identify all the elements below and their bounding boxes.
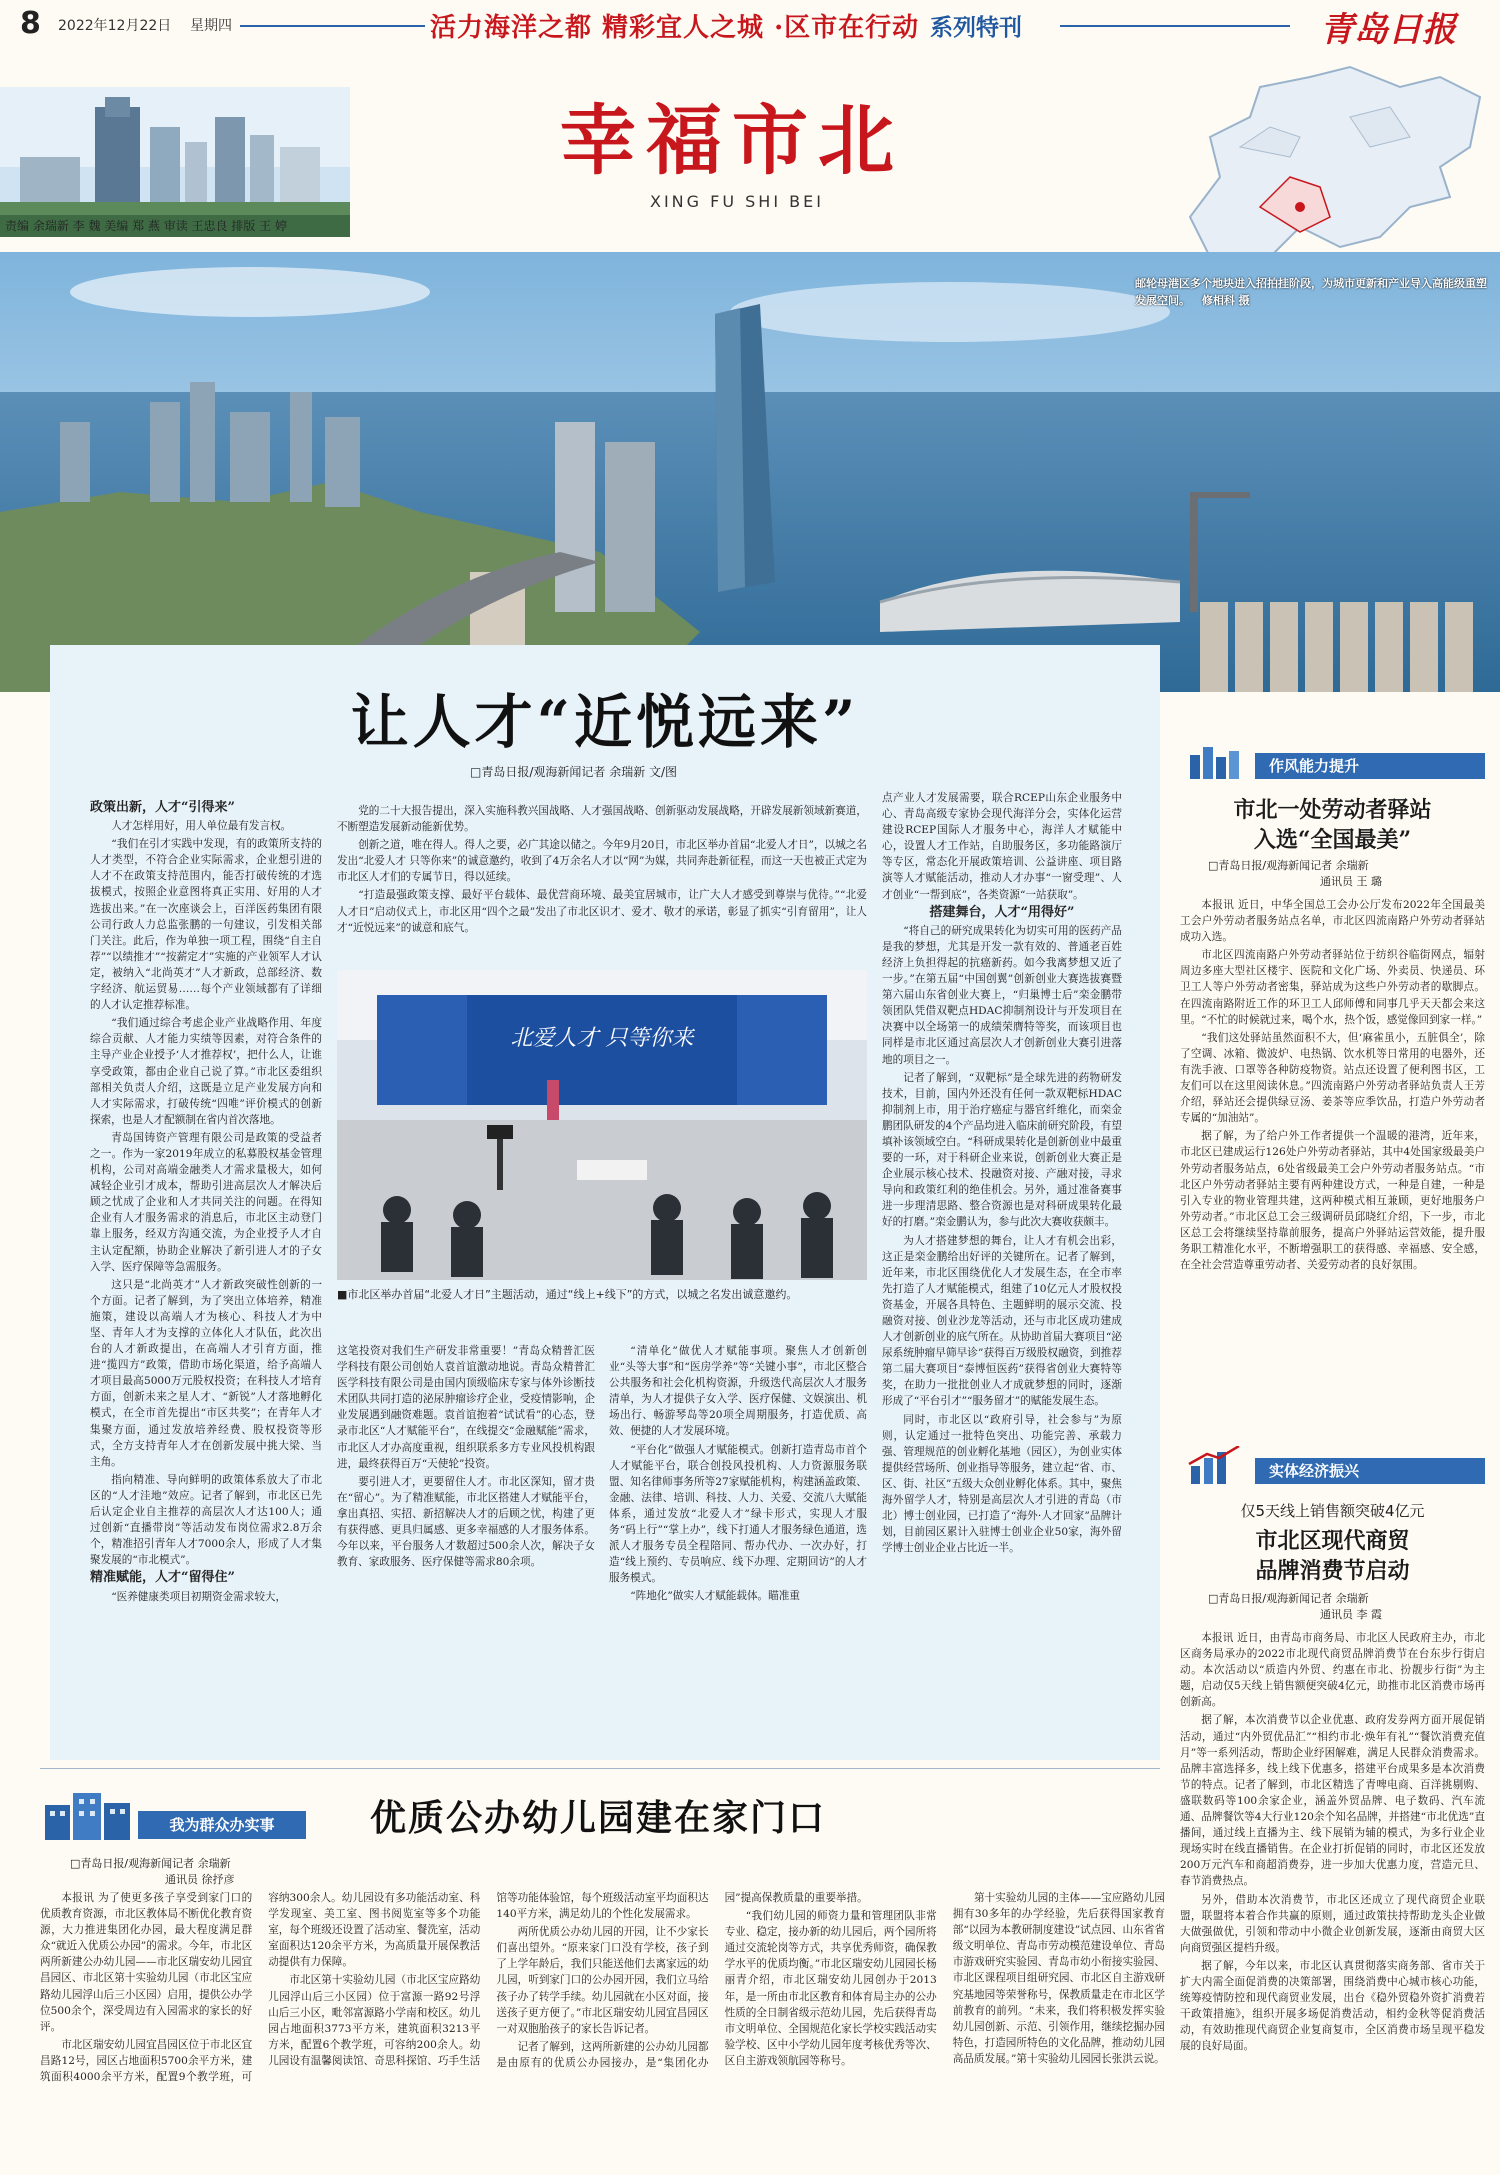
paragraph: “平台化”做强人才赋能模式。创新打造青岛市首个人才赋能平台，联合创投风投机构、人力资源服务联盟、知名律师事务所等27家赋能机构，构建涵盖政策、金融、法律、培训、科技、人力、关爱、交流八大赋能体系，通过发放“北爱人才”绿卡形式，实现人才服务“码上行”“掌上办”，线下打通人才服务绿色通道，选派人才服务专员全程陪同、帮办代办、一次办好，打造“线上预约、专员响应、线下办理、定期回访”的人才服务模式。 — [609, 1443, 867, 1585]
paragraph: 市北区四流南路户外劳动者驿站位于纺织谷临街网点，辐射周边多座大型社区楼宇、医院和文化广场、外卖员、快递员、环卫工人等户外劳动者密集，驿站成为这些户外劳动者的歇脚点。在四流南路附近工作的环卫工人邱师傅和同事几乎天天都会来这里。“不忙的时候就过来，喝个水，热个饭，感觉像回到家一样。” — [1180, 949, 1485, 1026]
bottom-tag — [40, 1785, 305, 1845]
paragraph: 记者了解到，这两所新建的公办幼儿园都是由原有的优质公办园接办，是“集团化办园”提高保教质量的重要举措。 — [496, 1892, 868, 2069]
paragraph: 据了解，为了给户外工作者提供一个温暖的港湾，近年来，市北区已建成运行126处户外劳动者驿站，其中4处国家级最美户外劳动者服务站点，6处省级最美工会户外劳动者服务站点。“市北区户外劳动者驿站主要有两种建设方式，一种是自建，一种是引入专业的物业管理共建，这两种模式相互兼顾，更好地服务户外劳动者。”市北区总工会三级调研员邱晓红介绍，下一步，市北区总工会将继续坚持靠前服务，提高户外驿站运营效能，提升服务职工精准化水平，不断增强职工的获得感、幸福感、安全感，在全社会营造尊重劳动者、关爱劳动者的良好氛围。 — [1180, 1130, 1485, 1272]
page-number: 8 — [20, 6, 41, 41]
series-label: 系列特刊 — [930, 14, 1022, 41]
side2-byline-1: □青岛日报/观海新闻记者 余瑞新 — [1208, 1592, 1369, 1605]
banner — [0, 52, 1500, 252]
city-icon — [1185, 743, 1245, 779]
paragraph: 记者了解到，“双靶标”是全球先进的药物研发技术，目前，国内外还没有任何一款双靶标HDAC抑制剂上市，用于治疗癌症与器官纤维化，而栾金鹏团队研发的4个产品均进入临床前研究阶段，有望填补该领域空白。“科研成果转化是创新创业中最重要的一环，对于科研企业来说，创新创业大赛正是企业展示核心技术、投融资对接、产融对接，寻求导向和政策红利的绝佳机会。另外，通过准备赛事进一步理清思路、整合资源也是对科研成果转化最好的打磨。”栾金鹏认为，参与此次大赛收获颇丰。 — [882, 1071, 1122, 1229]
paragraph: 为人才搭建梦想的舞台，让人才有机会出彩，这正是栾金鹏给出好评的关键所在。记者了解到，近年来，市北区围绕优化人才发展生态，在全市率先打造了人才赋能模式，组建了10亿元人才股权投资基金，开展各具特色、主题鲜明的展示交流、投融资对接、创业沙龙等活动，还与市北区成功建成人才创新创业的底气所在。从协助首届大赛项目“泌尿系统肿瘤早筛早诊”获得百万级股权融资，到推荐第二届大赛项目“泰博恒医药”获得省创业大赛特等奖，在助力一批批创业人才成就梦想的同时，逐渐形成了“平台引才”“服务留才”的赋能发展生态。 — [882, 1234, 1122, 1408]
paragraph: 这笔投资对我们生产研发非常重要！”青岛众精普汇医学科技有限公司创始人袁首谊激动地说。青岛众精普汇医学科技有限公司是由国内顶级临床专家与体外诊断技术团队共同打造的泌尿肿瘤诊疗企业，受疫情影响，企业发展遇到融资难题。袁首谊抱着“试试看”的心态，登录市北区“人才赋能平台”，在线提交“金融赋能”需求，市北区人才办高度重视，组织联系多方专业风投机构跟进，最终获得百万“天使轮”投资。 — [337, 1345, 595, 1470]
paragraph: 本报讯 近日，由青岛市商务局、市北区人民政府主办，市北区商务局承办的2022市北现代商贸品牌消费节在台东步行街启动。本次活动以“质造内外贸、约惠在市北、扮靓步行街”为主题，启动仅5天线上销售额便突破4亿元，助推市北区消费市场再创新高。 — [1180, 1632, 1485, 1709]
editors-line: 责编 余瑞新 李 魏 美编 郑 燕 审读 王忠良 排版 王 婷 — [5, 219, 287, 233]
issue-date: 2022年12月22日 — [58, 18, 172, 34]
header-rule-right — [1060, 25, 1290, 27]
side-tag-bar — [1180, 753, 1485, 779]
paragraph: “我们在引才实践中发现，有的政策所支持的人才类型，不符合企业实际需求，企业想引进的人才不在政策支持范围内，能否打破传统的才选拔模式，按照企业意图将真正实用、好用的人才选拔出来。”在一次座谈会上，百洋医药集团有限公司行政人力总监张鹏的一句建议，引发相关部门关注。此后，作为单独一项工程，围绕“自主自荐”“以绩推才”“按薪定才”实施的产业领军人才认定，被纳入“北尚英才”人才新政，总部经济、数字经济、航运贸易……每个产业领域都有了详细的人才认定推荐标准。 — [90, 838, 322, 1012]
main-story-box — [50, 645, 1160, 1760]
bottom-byline-2: 通讯员 徐抒彦 — [165, 1873, 235, 1886]
section-divider — [40, 1768, 1160, 1769]
paragraph: 创新之道，唯在得人。得人之要，必广其途以储之。今年9月20日，市北区举办首届“北爱人才日”，以城之名发出“北爱人才 只等你来”的诚意邀约，收到了4万余名人才以“网”为媒，共同奔赴新征程，而这一天也被正式定为市北区人才们的专属节日，得以延续。 — [337, 839, 867, 884]
hero-caption-text: 邮轮母港区多个地块进入招拍挂阶段，为城市更新和产业导入高能级重塑发展空间。 — [1135, 277, 1487, 307]
main-column-4 — [882, 790, 1122, 1745]
subhead-1: 政策出新，人才“引得来” — [90, 800, 235, 815]
subhead-2: 精准赋能，人才“留得住” — [90, 1570, 235, 1586]
economy-icon — [1185, 1446, 1245, 1484]
paragraph: 同时，市北区以“政府引导，社会参与”为原则，认定通过一批特色突出、功能完善、承载力强、管理规范的创业孵化基地（园区），为创业实体提供经营场所、创业指导等服务，建立起“省、市、区、街、社区”五级大众创业孵化体系。其中，聚焦海外留学人才，特别是高层次人才引进的青岛（市北）博士创业园，已打造了“海外·人才回家”品牌计划，目前园区累计入驻博士创业企业50家，海外留学博士创业企业占比近一半。 — [882, 1413, 1122, 1555]
paragraph: “我们这处驿站虽然面积不大，但‘麻雀虽小，五脏俱全’，除了空调、冰箱、微波炉、电热锅、饮水机等日常用的电器外，还有洗手液、口罩等各种防疫物资。站点还设置了便利图书区，工友们可以在这里阅读休息。”四流南路户外劳动者驿站负责人王芳介绍，驿站还会提供绿豆汤、姜茶等应季饮品，打造户外劳动者专属的“加油站”。 — [1180, 1031, 1485, 1125]
paragraph: 据了解，本次消费节以企业优惠、政府发券两方面开展促销活动，通过“内外贸优品汇”“相约市北·焕年有礼”“餐饮消费充值月”等一系列活动，帮助企业纾困解难，满足人民群众消费需求。品牌丰富选择多，线上线下优惠多，搭建平台成果多是本次消费节的特点。记者了解到，市北区精选了青啤电商、百洋挑剔购、盛联数码等100余家企业，涵盖外贸品牌、电子数码、汽车流通、品牌餐饮等4大行业120余个知名品牌，并搭建“市北优选”直播间，通过线上直播为主、线下展销为辅的模式，为多行业企业现场实时在线直播销售。在企业打折促销的同时，市北区还发放200万元汽车和商超消费券，进一步加大优惠力度，营造元旦、春节消费热点。 — [1180, 1714, 1485, 1888]
paragraph: 市北区第十实验幼儿园（市北区宝应路幼儿园浮山后三小区园）位于富源一路92号浮山后三小区，毗邻富源路小学南和校区。幼儿园占地面积3773平方米，建筑面积3213平方米，配置6个教学班，可容纳200余人。幼儿园设有温馨阅读馆、奇思科探馆、巧手生活馆等功能体验馆，每个班级活动室平均面积达140平方米，满足幼儿的个性化发展需求。 — [268, 1892, 709, 2067]
side-story-consumption-festival — [1180, 1450, 1485, 2165]
paragraph: 青岛国铸资产管理有限公司是政策的受益者之一。作为一家2019年成立的私募股权基金管理机构，公司对高端金融类人才需求量极大，如何减轻企业引才成本，帮助引进高层次人才解决后顾之忧成了企业和人才共同关注的问题。在得知企业有人才服务需求的消息后，市北区主动登门靠上服务，经双方沟通交流，为企业授予人才自主认定配额，协助企业解决了新引进人才的子女入学、医疗保障等急需服务。 — [90, 1131, 322, 1273]
paragraph: “阵地化”做实人才赋能载体。瞄准重 — [630, 1590, 800, 1603]
paragraph: 两所优质公办幼儿园的开园，让不少家长们喜出望外。“原来家门口没有学校，孩子到了上学年龄后，我们只能送他们去离家远的幼儿园，听到家门口的公办园开园，我们立马给孩子办了转学手续。幼儿园就在小区对面，接送孩子更方便了。”市北区瑞安幼儿园宜昌园区一对双胞胎孩子的家长告诉记者。 — [496, 1926, 709, 2035]
paragraph: 指向精准、导向鲜明的政策体系放大了市北区的“人才洼地”效应。记者了解到，市北区已先后认定企业自主推荐的高层次人才达100人；通过创新“直播带岗”等活动发布岗位需求2.8万余个，精准招引青年人才7000余人，形成了人才集聚发展的“市北模式”。 — [90, 1473, 322, 1567]
banner-skyline-image — [0, 87, 350, 237]
main-column-1 — [90, 800, 322, 1750]
side-tag-label: 实体经济振兴 — [1255, 1458, 1485, 1484]
paragraph: 点产业人才发展需要，联合RCEP山东企业服务中心、青岛高级专家协会现代海洋分会，实体化运营建设RCEP国际人才服务中心，海洋人才赋能中心，设置人才工作站，自助服务区，多功能路演厅等专区，常态化开展政策培训、公益讲座、项目路演等人才赋能活动，推动人才办事“一窗受理”、人才创业“一帮到底”，各类资源“一站获取”。 — [882, 792, 1122, 901]
hero-port-photo — [0, 252, 1500, 692]
issue-weekday: 星期四 — [190, 18, 232, 34]
side2-headline-2: 品牌消费节启动 — [1255, 1558, 1410, 1584]
paragraph: “医养健康类项目初期资金需求较大， — [111, 1590, 287, 1603]
side2-headline-1: 市北区现代商贸 — [1255, 1528, 1410, 1554]
side1-byline-1: □青岛日报/观海新闻记者 余瑞新 — [1208, 859, 1369, 872]
district-map-image — [1150, 57, 1500, 267]
main-column-3-bottom — [609, 1343, 867, 1743]
banner-pinyin: XING FU SHI BEI — [650, 192, 824, 211]
paragraph: 这只是“北尚英才”人才新政突破性创新的一个方面。记者了解到，为了突出立体培养，精准施策，建设以高端人才为核心、科技人才为中坚、青年人才为支撑的立体化人才队伍，此次出台的人才新政提出，在高端人才引育方面，推进“揽四方”政策，借助市场化渠道，给予高端人才项目最高5000万元股权投资；在科技人才培育方面，创新未来之星人才、“新锐”人才落地孵化模式，在全市首先提出“市区共奖”；在青年人才集聚方面，通过发放培养经费、股权投资等形式，全方支持青年人才在创新发展中挑大梁、当主角。 — [90, 1278, 322, 1468]
bottom-headline: 优质公办幼儿园建在家门口 — [370, 1797, 827, 1839]
side-story-labor-station — [1180, 745, 1485, 1305]
main-byline: □青岛日报/观海新闻记者 余瑞新 文/图 — [470, 765, 678, 779]
side1-byline-2: 通讯员 王 璐 — [1320, 875, 1382, 888]
page-header — [0, 0, 1500, 52]
bottom-tag-label: 我为群众办实事 — [138, 1811, 306, 1839]
bottom-body — [40, 1890, 1165, 2168]
side1-headline-1: 市北一处劳动者驿站 — [1233, 797, 1432, 823]
paragraph: 要引进人才，更要留住人才。市北区深知，留才贵在“留心”。为了精准赋能，市北区搭建人才赋能平台，拿出真招、实招、新招解决人才的后顾之忧，构建了更有获得感、更具归属感、更多幸福感的人才服务体系。今年以来，平台服务人才数超过500余人次，解决子女教育、家政服务、医疗保健等需求80余项。 — [337, 1475, 595, 1569]
paragraph: 本报讯 近日，中华全国总工会办公厅发布2022年全国最美工会户外劳动者服务站点名单，市北区四流南路户外劳动者驿站成功入选。 — [1180, 899, 1485, 944]
side1-body — [1180, 897, 1485, 1302]
masthead-logo: 青岛日报 — [1320, 10, 1456, 50]
event-screen-text: 北爱人才 只等你来 — [510, 1026, 694, 1051]
paragraph: “我们幼儿园的师资力量和管理团队非常专业、稳定，接办新的幼儿园后，两个园所将通过交流轮岗等方式，共享优秀师资，确保教学水平的优质均衡。”市北区瑞安幼儿园园长杨丽青介绍，市北区瑞安幼儿园创办于2013年，是一所由市北区教育和体育局主办的公办性质的全日制省级示范幼儿园，先后获得青岛市文明单位、全国规范化家长学校实践活动实验学校、区中小学幼儿园年度考核优秀等次、区自主游戏领航园等称号。 — [724, 1910, 937, 2067]
paragraph: “将自己的研究成果转化为切实可用的医药产品是我的梦想，尤其是开发一款有效的、普通老百姓经济上负担得起的抗癌新药。如今我离梦想又近了一步。”在第五届“中国创翼”创新创业大赛选拔赛暨第六届山东省创业大赛上，“归巢博士后”栾金鹏带领团队凭借双靶点HDAC抑制剂设计与开发项目在决赛中以全场第一的成绩荣膺特等奖，而该项目也同样是市北区通过高层次人才创新创业大赛引进落地的项目之一。 — [882, 924, 1122, 1066]
building-icon — [40, 1785, 135, 1840]
paragraph: 市北区瑞安幼儿园宜昌园区位于市北区宜昌路12号，园区占地面积5700余平方米，建筑面积4000余平方米，配置9个教学班，可容纳300余人。幼儿园设有多功能活动室、科学发现室、美工室、图书阅览室等多个功能室，每个班级还设置了活动室、餐洗室，活动室面积达120余平方米，为高质量开展保教活动提供有力保障。 — [40, 1892, 481, 2084]
series-slogan: 活力海洋之都 精彩宜人之城 ·区市在行动 — [430, 13, 920, 43]
paragraph: “清单化”做优人才赋能事项。聚焦人才创新创业“头等大事”和“医房学养”等“关键小事”，市北区整合公共服务和社会化机构资源，升级迭代高层次人才服务清单，为人才提供子女入学、医疗保健、文娱演出、机场出行、畅游琴岛等20项全周期服务，打造优质、高效、便捷的人才发展环境。 — [609, 1345, 867, 1438]
side-tag-label: 作风能力提升 — [1255, 753, 1485, 779]
banner-title: 幸福市北 — [560, 96, 904, 185]
main-column-2-bottom — [337, 1343, 595, 1743]
paragraph: 据了解，今年以来，市北区认真贯彻落实商务部、省市关于扩大内需全面促消费的决策部署，围绕消费中心城市核心功能，统筹疫情防控和现代商贸业发展，出台《稳外贸稳外资扩消费若干政策措施》，组织开展多场促消费活动，相约金秋等促消费活动，有效助推现代商贸企业复商复市，全区消费市场呈现平稳发展的良好局面。 — [1180, 1959, 1485, 2053]
header-rule-left — [240, 25, 425, 27]
side2-kicker: 仅5天线上销售额突破4亿元 — [1240, 1502, 1425, 1520]
event-photo-caption: ■市北区举办首届“北爱人才日”主题活动，通过“线上+线下”的方式，以城之名发出诚意邀约。 — [337, 1288, 798, 1301]
paragraph: “我们通过综合考虑企业产业战略作用、年度综合贡献、人才能力实绩等因素，对符合条件的主导产业企业授予‘人才推荐权’，把什么人，让谁享受政策，都由企业自己说了算。”市北区委组织部相关负责人介绍，这既是立足产业发展方向和人才实际需求，打破传统“四唯”评价模式的创新探索，也是人才配额制在省内首次落地。 — [90, 1017, 322, 1126]
side1-headline-2: 入选“全国最美” — [1253, 827, 1412, 853]
hero-photo-caption — [1135, 275, 1490, 309]
paragraph: 第十实验幼儿园的主体——宝应路幼儿园拥有30多年的办学经验，先后获得国家教育部“以园为本教研制度建设”试点园、山东省省级文明单位、青岛市劳动模范建设单位、青岛市游戏研究实验园、青岛市幼小衔接实验园、市北区课程项目组研究园、市北区自主游戏研究基地园等荣誉称号，保教质量走在市北区学前教育的前列。“未来，我们将积极发挥实验幼儿园创新、示范、引领作用，继续挖掘办园特色，打造园所特色的文化品牌，推动幼儿园高品质发展。”第十实验幼儿园园长张洪云说。 — [952, 1892, 1165, 2065]
paragraph: 另外，借助本次消费节，市北区还成立了现代商贸企业联盟，联盟将本着合作共赢的原则，通过政策扶持帮助龙头企业做大做强做优，引领和带动中小微企业创新发展，逐渐由商贸大区向商贸强区提档升级。 — [1180, 1893, 1485, 1954]
paragraph: 党的二十大报告提出，深入实施科教兴国战略、人才强国战略、创新驱动发展战略，开辟发展新领域新赛道，不断塑造发展新动能新优势。 — [337, 805, 867, 834]
bottom-story-kindergarten — [40, 1775, 1165, 2170]
event-photo — [337, 970, 867, 1280]
main-headline: 让人才“近悦远来” — [350, 688, 860, 756]
side2-byline-2: 通讯员 李 霞 — [1320, 1608, 1382, 1621]
bottom-byline-1: □青岛日报/观海新闻记者 余瑞新 — [70, 1857, 231, 1870]
hero-caption-credit: 修相科 摄 — [1201, 294, 1250, 307]
paragraph: 本报讯 为了使更多孩子享受到家门口的优质教育资源，市北区教体局不断优化教育资源，大力推进集团化办园，最大程度满足群众“就近入优质公办园”的需求。今年，市北区两所新建公办幼儿园——市北区瑞安幼儿园宜昌园区、市北区第十实验幼儿园（市北区宝应路幼儿园浮山后三小区园）启用，提供公办学位500余个，深受周边有入园需求的家长的好评。 — [40, 1892, 253, 2033]
paragraph: “打造最强政策支撑、最好平台载体、最优营商环境、最美宜居城市，让广大人才感受到尊崇与优待。”“北爱人才日”启动仪式上，市北区用“四个之最”发出了市北区识才、爱才、敬才的承诺，彰显了抓实“引育留用”，让人才“近悦远来”的诚意和底气。 — [337, 889, 867, 934]
side2-body — [1180, 1630, 1485, 2160]
side-tag-bar — [1180, 1458, 1485, 1484]
subhead-3: 搭建舞台，人才“用得好” — [929, 904, 1075, 920]
paragraph: 人才怎样用好，用人单位最有发言权。 — [111, 820, 292, 833]
